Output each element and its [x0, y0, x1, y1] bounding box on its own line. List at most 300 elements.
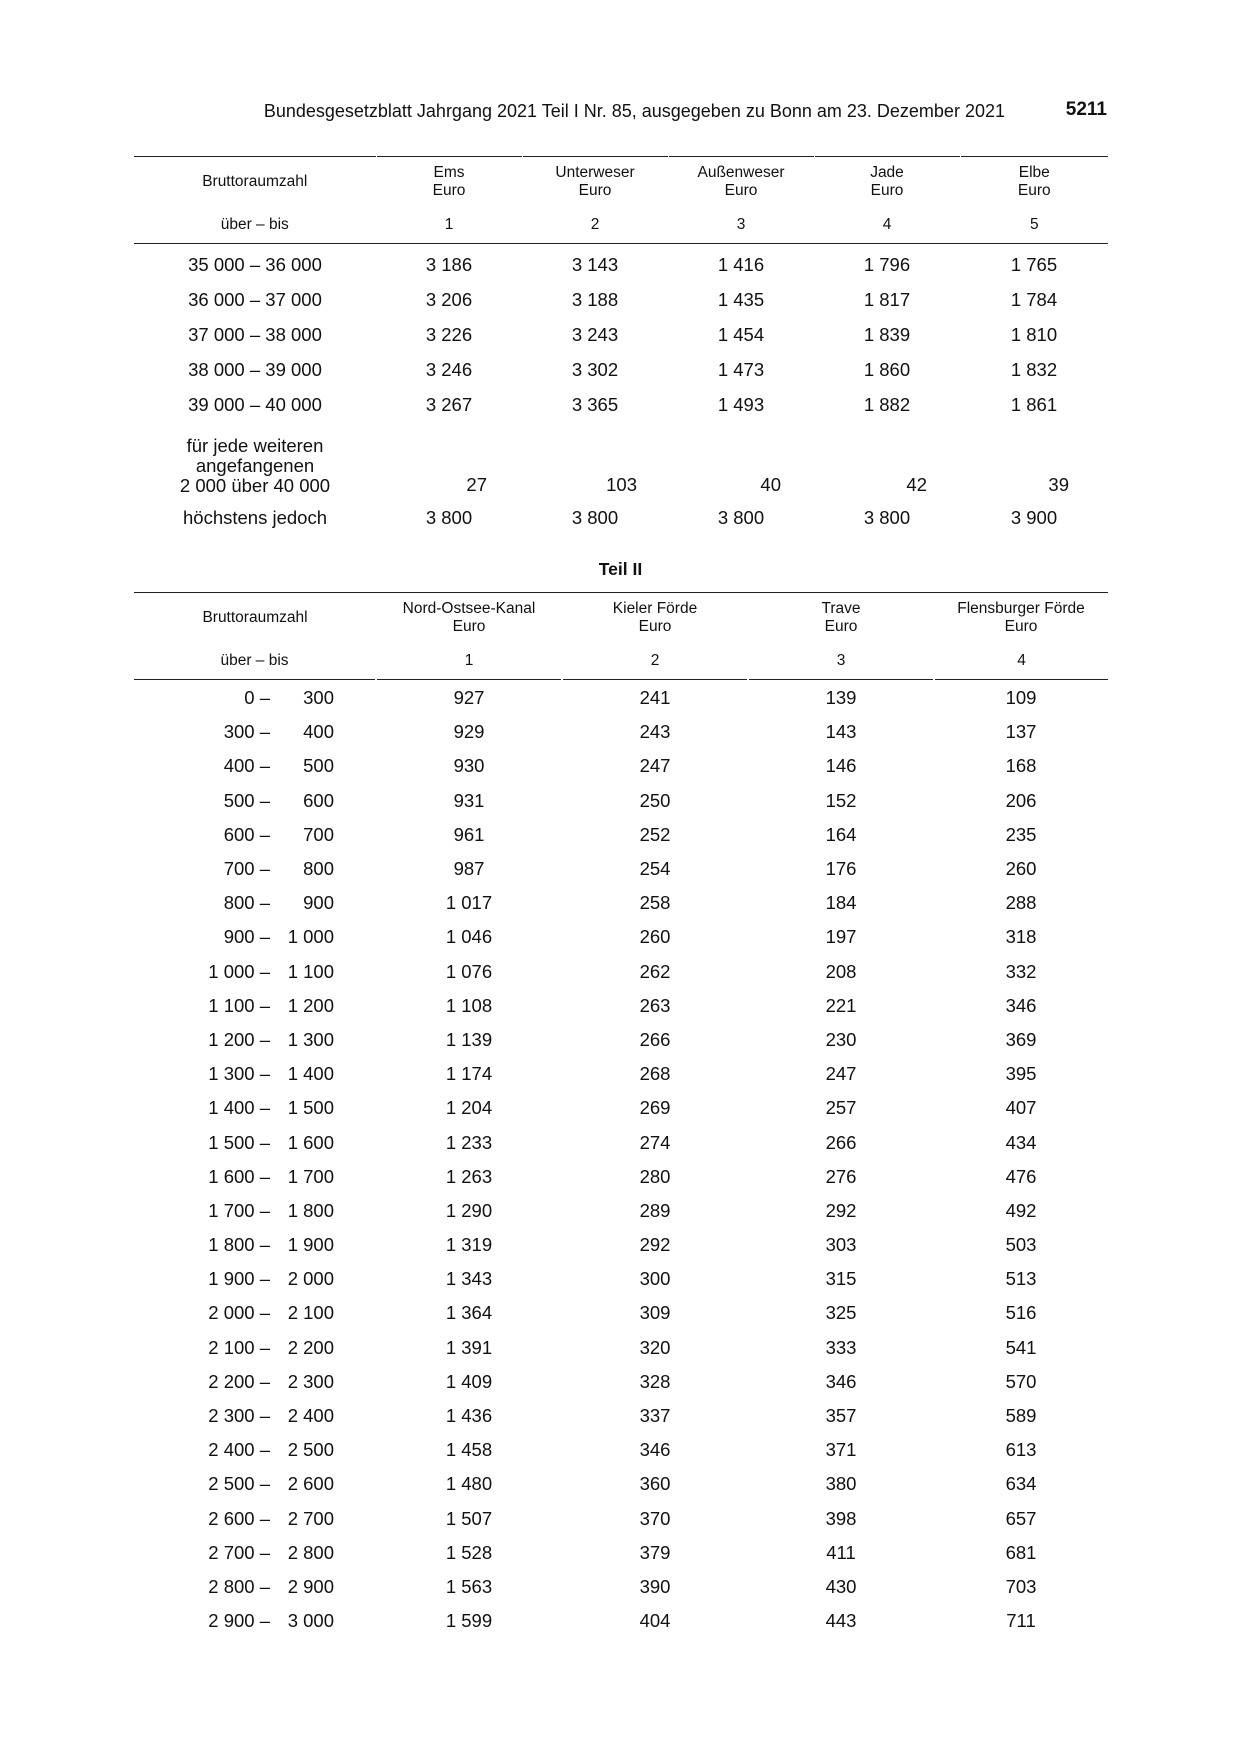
- range-from: 2 600 –: [208, 1507, 270, 1529]
- table-row: [134, 680, 1108, 716]
- table-row: [134, 1433, 1108, 1467]
- value-cell: 262: [639, 960, 671, 982]
- value-cell: 570: [1005, 1370, 1037, 1392]
- value-cell: 257: [825, 1097, 857, 1119]
- value-cell: 1 319: [445, 1234, 493, 1256]
- range-cell: [134, 1604, 376, 1638]
- table-row: [134, 1570, 1108, 1604]
- table-row: [134, 282, 1108, 317]
- value-cell: 230: [825, 1028, 857, 1050]
- range-from: 2 300 –: [208, 1405, 270, 1427]
- value-cell: 346: [639, 1439, 671, 1461]
- range-value: [190, 1302, 340, 1324]
- range-value: [190, 1508, 340, 1530]
- value-cell: 250: [639, 789, 671, 811]
- value-cell: 1 480: [445, 1473, 493, 1495]
- range-cell: [134, 818, 376, 852]
- range-from: 1 200 –: [208, 1028, 270, 1050]
- value-cell: 3 900: [1010, 506, 1058, 528]
- value-cell: 235: [1005, 823, 1037, 845]
- range-to: 2 400: [287, 1405, 334, 1427]
- value-cell: 541: [1005, 1336, 1037, 1358]
- value-cell: 370: [639, 1507, 671, 1529]
- range-cell: [134, 1467, 376, 1501]
- value-cell: 1 796: [863, 253, 911, 275]
- value-cell: 303: [825, 1234, 857, 1256]
- table1-col-num: 4: [814, 207, 960, 244]
- range-cell: [134, 1091, 376, 1125]
- range-to: 1 700: [287, 1165, 334, 1187]
- table-row: [134, 1604, 1108, 1638]
- value-cell: 407: [1005, 1097, 1037, 1119]
- table1-col-label: Bruttoraumzahl: [202, 173, 308, 190]
- max-label-cell: höchstens jedoch: [183, 506, 327, 528]
- range-value: [190, 858, 340, 880]
- range-value: [190, 1200, 340, 1222]
- value-cell: 513: [1005, 1268, 1037, 1290]
- value-cell: 1 784: [1010, 288, 1058, 310]
- value-cell: 3 243: [571, 323, 619, 345]
- value-cell: 39: [1048, 474, 1069, 495]
- range-to: 2 200: [287, 1336, 334, 1358]
- value-cell: 711: [1006, 1610, 1036, 1632]
- value-cell: 288: [1005, 892, 1037, 914]
- range-value: [190, 892, 340, 914]
- range-value: [190, 790, 340, 812]
- value-cell: 987: [453, 858, 485, 880]
- table-row: [134, 1331, 1108, 1365]
- range-cell: [134, 1023, 376, 1057]
- value-cell: 168: [1005, 755, 1037, 777]
- value-cell: 1 765: [1010, 253, 1058, 275]
- value-cell: 681: [1005, 1541, 1037, 1563]
- value-cell: 143: [825, 721, 857, 743]
- range-from: 2 000 –: [208, 1302, 270, 1324]
- range-to: 1 900: [287, 1234, 334, 1256]
- value-cell: 289: [639, 1199, 671, 1221]
- value-cell: 328: [639, 1370, 671, 1392]
- value-cell: 3 800: [717, 506, 765, 528]
- value-cell: 197: [825, 926, 857, 948]
- range-value: [190, 755, 340, 777]
- range-cell: [134, 1262, 376, 1296]
- value-cell: 137: [1005, 721, 1037, 743]
- table-row: [134, 886, 1108, 920]
- value-cell: 961: [453, 823, 485, 845]
- header-text: Bundesgesetzblatt Jahrgang 2021 Teil I Nr. 85, ausgegeben zu Bonn am 23. Dezember 2021: [263, 101, 1005, 121]
- range-to: 900: [303, 892, 334, 914]
- value-cell: 3 365: [571, 393, 619, 415]
- value-cell: 3 267: [425, 393, 473, 415]
- value-cell: 346: [1005, 994, 1037, 1016]
- range-from: 400 –: [223, 755, 270, 777]
- value-cell: 1 861: [1010, 393, 1058, 415]
- range-to: 3 000: [287, 1610, 334, 1632]
- range-cell: [134, 1570, 376, 1604]
- range-from: 2 900 –: [208, 1610, 270, 1632]
- range-cell: [134, 886, 376, 920]
- range-value: [190, 1371, 340, 1393]
- value-cell: 247: [639, 755, 671, 777]
- value-cell: 164: [825, 823, 857, 845]
- range-to: 2 600: [287, 1473, 334, 1495]
- value-cell: 1 416: [717, 253, 765, 275]
- range-from: 1 400 –: [208, 1097, 270, 1119]
- value-cell: 276: [825, 1165, 857, 1187]
- range-from: 900 –: [223, 926, 270, 948]
- value-cell: 241: [639, 687, 671, 709]
- table2-col-kieler-foerde: Kieler Förde Euro: [612, 600, 698, 635]
- value-cell: 266: [825, 1131, 857, 1153]
- range-from: 0 –: [244, 687, 270, 709]
- value-cell: 3 206: [425, 288, 473, 310]
- range-to: 400: [303, 721, 334, 743]
- value-cell: 434: [1005, 1131, 1037, 1153]
- table-row: [134, 244, 1108, 283]
- range-to: 500: [303, 755, 334, 777]
- range-value: [190, 1029, 340, 1051]
- range-cell: [134, 1536, 376, 1570]
- value-cell: 146: [825, 755, 857, 777]
- value-cell: 254: [639, 858, 671, 880]
- range-to: 1 100: [287, 960, 334, 982]
- value-cell: 395: [1005, 1063, 1037, 1085]
- table-row: [134, 387, 1108, 422]
- value-cell: 3 302: [571, 358, 619, 380]
- table2-col-num: 2: [562, 643, 748, 680]
- page-header: [134, 101, 1107, 127]
- range-cell: 36 000 – 37 000: [188, 288, 322, 310]
- range-value: [190, 1576, 340, 1598]
- value-cell: 516: [1005, 1302, 1037, 1324]
- range-from: 2 800 –: [208, 1575, 270, 1597]
- range-value: [190, 1473, 340, 1495]
- range-cell: [134, 1194, 376, 1228]
- value-cell: 3 226: [425, 323, 473, 345]
- table2-col-flensburger-foerde: Flensburger Förde Euro: [957, 600, 1085, 635]
- value-cell: 184: [825, 892, 857, 914]
- value-cell: 1 204: [445, 1097, 493, 1119]
- range-value: [190, 995, 340, 1017]
- table-row: [134, 1091, 1108, 1125]
- table1-col-ems: Ems Euro: [376, 157, 522, 208]
- range-to: 1 000: [287, 926, 334, 948]
- value-cell: 1 599: [445, 1610, 493, 1632]
- value-cell: 404: [639, 1610, 671, 1632]
- value-cell: 320: [639, 1336, 671, 1358]
- range-to: 2 000: [287, 1268, 334, 1290]
- range-cell: [134, 1125, 376, 1159]
- value-cell: 1 528: [445, 1541, 493, 1563]
- range-from: 500 –: [223, 789, 270, 811]
- value-cell: 634: [1005, 1473, 1037, 1495]
- fee-table-part-1: [134, 156, 1108, 535]
- value-cell: 1 817: [863, 288, 911, 310]
- range-value: [190, 1542, 340, 1564]
- value-cell: 260: [1005, 858, 1037, 880]
- value-cell: 1 473: [717, 358, 765, 380]
- value-cell: 1 046: [445, 926, 493, 948]
- range-to: 1 300: [287, 1028, 334, 1050]
- range-value: [190, 926, 340, 948]
- range-value: [190, 1097, 340, 1119]
- table-row: [134, 1160, 1108, 1194]
- value-cell: 300: [639, 1268, 671, 1290]
- value-cell: 492: [1005, 1199, 1037, 1221]
- table-row: [134, 784, 1108, 818]
- value-cell: 332: [1005, 960, 1037, 982]
- range-cell: [134, 989, 376, 1023]
- value-cell: 3 800: [425, 506, 473, 528]
- range-from: 2 700 –: [208, 1541, 270, 1563]
- range-from: 2 400 –: [208, 1439, 270, 1461]
- additional-label-line: angefangenen: [195, 455, 315, 476]
- range-value: [190, 1063, 340, 1085]
- table-row: [134, 1262, 1108, 1296]
- value-cell: 42: [906, 474, 927, 495]
- value-cell: 1 832: [1010, 358, 1058, 380]
- section-heading-teil-ii: Teil II: [598, 559, 643, 579]
- value-cell: 268: [639, 1063, 671, 1085]
- table-row: [134, 1467, 1108, 1501]
- range-value: [190, 961, 340, 983]
- table-row: [134, 920, 1108, 954]
- table-row: [134, 1399, 1108, 1433]
- value-cell: 208: [825, 960, 857, 982]
- range-cell: [134, 680, 376, 716]
- value-cell: 703: [1005, 1575, 1037, 1597]
- table1-col-num: 3: [668, 207, 814, 244]
- value-cell: 430: [825, 1575, 857, 1597]
- range-value: [190, 1405, 340, 1427]
- value-cell: 325: [825, 1302, 857, 1324]
- value-cell: 333: [825, 1336, 857, 1358]
- range-cell: [134, 920, 376, 954]
- table-row: [134, 1057, 1108, 1091]
- range-cell: [134, 1331, 376, 1365]
- value-cell: 274: [639, 1131, 671, 1153]
- value-cell: 503: [1005, 1234, 1037, 1256]
- value-cell: 280: [639, 1165, 671, 1187]
- value-cell: 40: [760, 474, 781, 495]
- table-row: [134, 1194, 1108, 1228]
- value-cell: 411: [826, 1541, 856, 1563]
- value-cell: 3 246: [425, 358, 473, 380]
- table-row-max: [134, 500, 1108, 535]
- range-cell: [134, 784, 376, 818]
- range-from: 1 900 –: [208, 1268, 270, 1290]
- range-from: 1 800 –: [208, 1234, 270, 1256]
- value-cell: 292: [639, 1234, 671, 1256]
- value-cell: 247: [825, 1063, 857, 1085]
- value-cell: 315: [825, 1268, 857, 1290]
- range-to: 2 900: [287, 1575, 334, 1597]
- value-cell: 379: [639, 1541, 671, 1563]
- range-from: 1 100 –: [208, 994, 270, 1016]
- value-cell: 152: [825, 789, 857, 811]
- value-cell: 103: [606, 474, 637, 495]
- value-cell: 1 017: [445, 892, 493, 914]
- range-from: 2 100 –: [208, 1336, 270, 1358]
- range-to: 1 500: [287, 1097, 334, 1119]
- range-from: 1 300 –: [208, 1063, 270, 1085]
- table2-header-row: [134, 593, 1108, 644]
- value-cell: 292: [825, 1199, 857, 1221]
- range-to: 800: [303, 858, 334, 880]
- value-cell: 139: [825, 687, 857, 709]
- value-cell: 369: [1005, 1028, 1037, 1050]
- table-row: [134, 352, 1108, 387]
- range-to: 1 400: [287, 1063, 334, 1085]
- value-cell: 1 810: [1010, 323, 1058, 345]
- table-row: [134, 955, 1108, 989]
- value-cell: 109: [1005, 687, 1037, 709]
- value-cell: 1 290: [445, 1199, 493, 1221]
- table-row: [134, 317, 1108, 352]
- value-cell: 927: [453, 687, 485, 709]
- additional-label-line: 2 000 über 40 000: [179, 475, 331, 496]
- value-cell: 380: [825, 1473, 857, 1495]
- range-from: 800 –: [223, 892, 270, 914]
- table2-subheader-row: [134, 643, 1108, 680]
- value-cell: 1 454: [717, 323, 765, 345]
- value-cell: 1 409: [445, 1370, 493, 1392]
- range-cell: [134, 1296, 376, 1330]
- value-cell: 357: [825, 1405, 857, 1427]
- value-cell: 318: [1005, 926, 1037, 948]
- range-from: 1 000 –: [208, 960, 270, 982]
- value-cell: 3 188: [571, 288, 619, 310]
- range-to: 300: [303, 687, 334, 709]
- range-from: 1 600 –: [208, 1165, 270, 1187]
- range-from: 600 –: [223, 823, 270, 845]
- table2-col-nord-ostsee-kanal: Nord-Ostsee-Kanal Euro: [402, 600, 536, 635]
- table2-col-trave: Trave Euro: [821, 600, 861, 635]
- value-cell: 27: [466, 474, 487, 495]
- value-cell: 1 174: [445, 1063, 493, 1085]
- range-to: 600: [303, 789, 334, 811]
- value-cell: 1 436: [445, 1405, 493, 1427]
- value-cell: 176: [825, 858, 857, 880]
- range-to: 2 100: [287, 1302, 334, 1324]
- value-cell: 589: [1005, 1405, 1037, 1427]
- value-cell: 1 263: [445, 1165, 493, 1187]
- range-value: [190, 721, 340, 743]
- range-value: [190, 1610, 340, 1632]
- table1-col-sub: über – bis: [134, 207, 376, 244]
- range-cell: [134, 1365, 376, 1399]
- value-cell: 243: [639, 721, 671, 743]
- range-to: 2 500: [287, 1439, 334, 1461]
- range-value: [190, 1337, 340, 1359]
- value-cell: 263: [639, 994, 671, 1016]
- table1-col-num: 5: [960, 207, 1108, 244]
- value-cell: 1 860: [863, 358, 911, 380]
- table-row: [134, 1296, 1108, 1330]
- fee-table-part-2: [134, 592, 1108, 1638]
- range-cell: [134, 955, 376, 989]
- range-cell: [134, 1433, 376, 1467]
- value-cell: 309: [639, 1302, 671, 1324]
- value-cell: 337: [639, 1405, 671, 1427]
- range-cell: 38 000 – 39 000: [188, 358, 322, 380]
- range-to: 1 600: [287, 1131, 334, 1153]
- range-to: 700: [303, 823, 334, 845]
- table1-header-row: [134, 157, 1108, 208]
- range-value: [190, 1132, 340, 1154]
- value-cell: 390: [639, 1575, 671, 1597]
- page-number: 5211: [1065, 99, 1107, 120]
- value-cell: 398: [825, 1507, 857, 1529]
- range-value: [190, 1439, 340, 1461]
- value-cell: 360: [639, 1473, 671, 1495]
- range-cell: 39 000 – 40 000: [188, 393, 322, 415]
- table-row: [134, 818, 1108, 852]
- value-cell: 221: [825, 994, 857, 1016]
- table-row: [134, 715, 1108, 749]
- table1-col-num: 2: [522, 207, 668, 244]
- range-value: [190, 1268, 340, 1290]
- value-cell: 3 800: [863, 506, 911, 528]
- value-cell: 266: [639, 1028, 671, 1050]
- value-cell: 1 458: [445, 1439, 493, 1461]
- table1-col-aussenweser: Außenweser Euro: [668, 157, 814, 208]
- value-cell: 1 882: [863, 393, 911, 415]
- value-cell: 1 233: [445, 1131, 493, 1153]
- range-from: 1 700 –: [208, 1199, 270, 1221]
- range-from: 300 –: [223, 721, 270, 743]
- range-value: [190, 1166, 340, 1188]
- range-to: 1 200: [287, 994, 334, 1016]
- table-row: [134, 1023, 1108, 1057]
- value-cell: 1 391: [445, 1336, 493, 1358]
- value-cell: 1 343: [445, 1268, 493, 1290]
- table2-col-label: Bruttoraumzahl: [202, 609, 308, 626]
- table1-col-unterweser: Unterweser Euro: [522, 157, 668, 208]
- range-cell: [134, 1399, 376, 1433]
- range-from: 700 –: [223, 858, 270, 880]
- table2-col-num: 3: [748, 643, 934, 680]
- value-cell: 931: [453, 789, 485, 811]
- range-cell: 35 000 – 36 000: [188, 253, 322, 275]
- value-cell: 3 143: [571, 253, 619, 275]
- range-cell: [134, 852, 376, 886]
- range-from: 2 500 –: [208, 1473, 270, 1495]
- table-row: [134, 1536, 1108, 1570]
- value-cell: 252: [639, 823, 671, 845]
- value-cell: 258: [639, 892, 671, 914]
- range-to: 2 300: [287, 1370, 334, 1392]
- range-cell: [134, 1228, 376, 1262]
- table2-col-sub: über – bis: [134, 643, 376, 680]
- value-cell: 206: [1005, 789, 1037, 811]
- range-from: 1 500 –: [208, 1131, 270, 1153]
- table-row: [134, 852, 1108, 886]
- value-cell: 443: [825, 1610, 857, 1632]
- table-row: [134, 1502, 1108, 1536]
- range-cell: [134, 749, 376, 783]
- value-cell: 3 186: [425, 253, 473, 275]
- value-cell: 657: [1005, 1507, 1037, 1529]
- range-cell: [134, 1502, 376, 1536]
- range-to: 2 700: [287, 1507, 334, 1529]
- range-cell: [134, 715, 376, 749]
- table-row: [134, 1125, 1108, 1159]
- range-value: [190, 687, 340, 709]
- value-cell: 1 839: [863, 323, 911, 345]
- table1-subheader-row: [134, 207, 1108, 244]
- range-value: [190, 1234, 340, 1256]
